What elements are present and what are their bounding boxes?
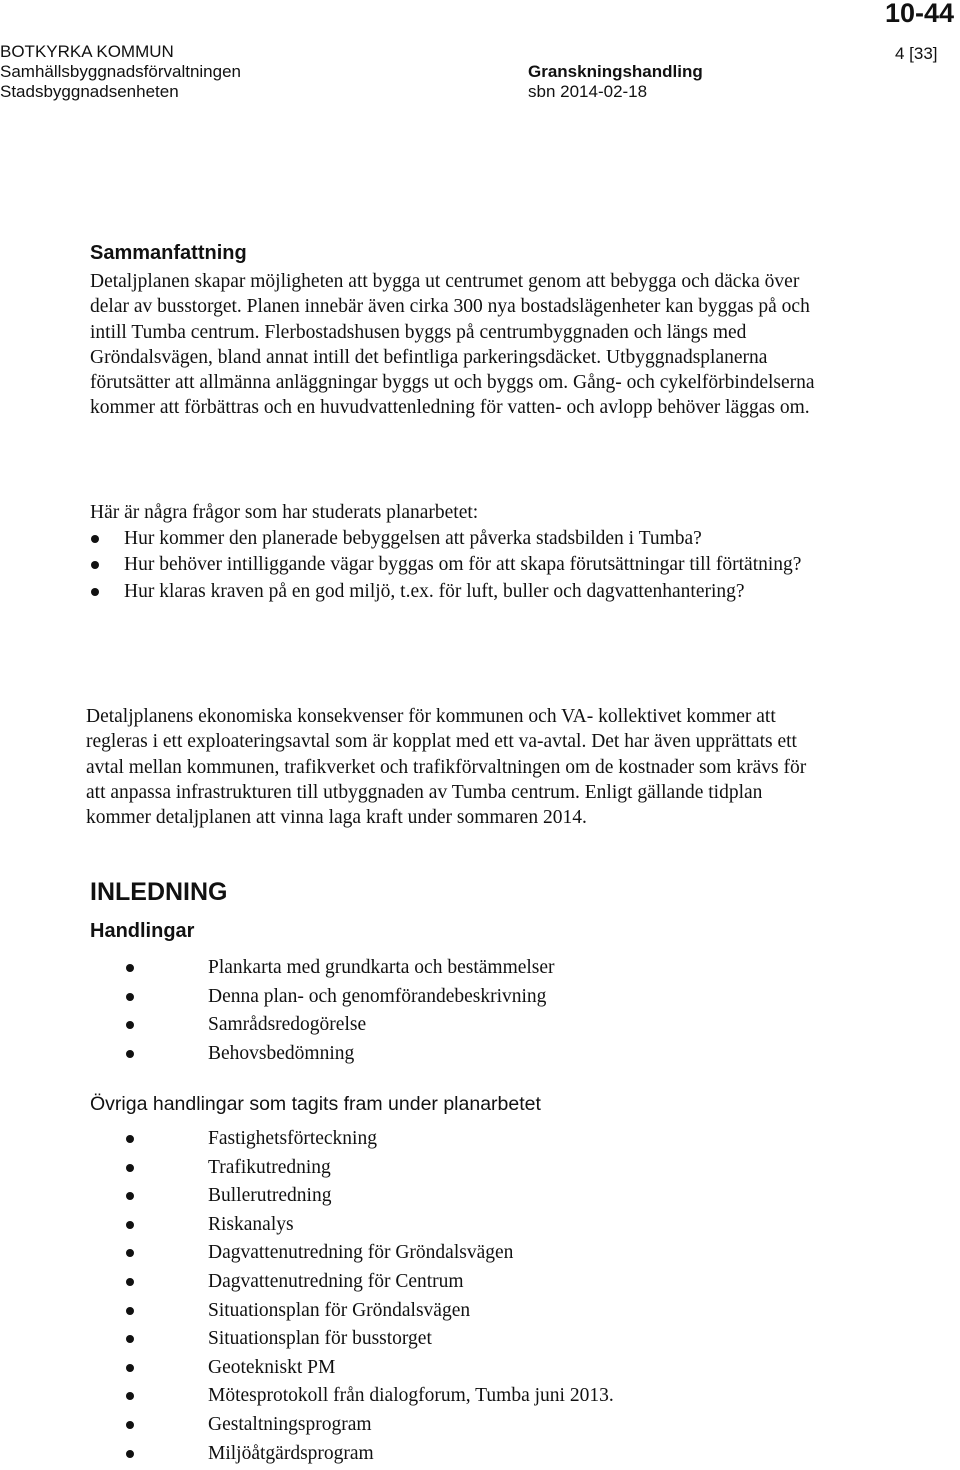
bullet-icon xyxy=(126,1050,134,1058)
other-document-item xyxy=(120,1440,820,1469)
other-document-item xyxy=(120,1211,820,1240)
bullet-icon xyxy=(126,1164,134,1172)
summary-paragraph: Detaljplanen skapar möjligheten att bygga ut centrumet genom att bebygga och däcka över delar av busstorget. Planen innebär även cirka 300 nya bostadslägenheter kan byggas på och intill Tumba centrum. Flerbostadshusen byggs på centrumbyggnaden och längs med Gröndalsvägen, bland annat intill det befintliga parkeringsdäcket. Utbyggnadsplanerna förutsätter att allmänna anläggningar byggs ut och byggs om. Gång- och cykelförbindelserna kommer att förbättras och en huvudvattenledning för vatten- och avlopp behöver läggas om. xyxy=(90,271,815,419)
bullet-icon xyxy=(126,1021,134,1029)
question-text: Hur klaras kraven på en god miljö, t.ex. för luft, buller och dagvattenhantering? xyxy=(124,580,745,602)
question-item xyxy=(90,552,850,577)
bullet-icon xyxy=(126,1221,134,1229)
bullet-icon xyxy=(126,993,134,1001)
bullet-icon xyxy=(91,561,99,569)
summary-heading: Sammanfattning xyxy=(90,242,247,264)
org-department: Samhällsbyggnadsförvaltningen xyxy=(0,62,241,81)
other-document-label: Fastighetsförteckning xyxy=(208,1128,377,1149)
bullet-icon xyxy=(126,1450,134,1458)
other-documents-heading: Övriga handlingar som tagits fram under planarbetet xyxy=(90,1093,541,1115)
other-document-item xyxy=(120,1239,820,1268)
other-documents-list xyxy=(120,1125,820,1468)
questions-list xyxy=(90,526,850,605)
question-item xyxy=(90,579,850,604)
bullet-icon xyxy=(126,1278,134,1286)
other-document-label: Mötesprotokoll från dialogforum, Tumba juni 2013. xyxy=(208,1385,614,1407)
other-document-item xyxy=(120,1182,820,1211)
org-name: BOTKYRKA KOMMUN xyxy=(0,42,174,61)
organization-block xyxy=(0,42,241,102)
document-label: Denna plan- och genomförandebeskrivning xyxy=(208,985,547,1007)
other-document-label: Situationsplan för Gröndalsvägen xyxy=(208,1299,471,1321)
other-document-item xyxy=(120,1354,820,1383)
other-document-label: Gestaltningsprogram xyxy=(208,1413,372,1435)
document-number: 10-44 xyxy=(884,0,954,28)
bullet-icon xyxy=(91,535,99,543)
bullet-icon xyxy=(91,588,99,596)
question-text: Hur kommer den planerade bebyggelsen att påverka stadsbilden i Tumba? xyxy=(124,528,702,549)
document-reference: sbn 2014-02-18 xyxy=(528,82,648,101)
document-label: Behovsbedömning xyxy=(208,1042,355,1064)
document-label: Plankarta med grundkarta och bestämmelser xyxy=(208,957,555,978)
other-document-label: Situationsplan för busstorget xyxy=(208,1328,432,1350)
bullet-icon xyxy=(126,1135,134,1143)
document-item xyxy=(120,954,820,983)
document-item xyxy=(120,1011,820,1040)
question-text: Hur behöver intilliggande vägar byggas om för att skapa förutsättningar till förtätning? xyxy=(124,554,802,576)
bullet-icon xyxy=(126,1249,134,1257)
questions-intro: Här är några frågor som har studerats planarbetet: xyxy=(90,502,479,523)
page-number: 4 [33] xyxy=(895,44,938,63)
other-document-item xyxy=(120,1325,820,1354)
other-document-label: Trafikutredning xyxy=(208,1156,331,1178)
bullet-icon xyxy=(126,964,134,972)
economics-paragraph: Detaljplanens ekonomiska konsekvenser för kommunen och VA- kollektivet kommer att regleras i ett exploateringsavtal som är kopplat med ett va-avtal. Det har även upprättats ett avtal mellan kommunen, trafikverket och trafikförvaltningen om de kostnader som krävs för att anpassa infrastrukturen till utbyggnaden av Tumba centrum. Enligt gällande tidplan kommer detaljplanen att vinna laga kraft under sommaren 2014. xyxy=(86,706,807,829)
documents-list xyxy=(120,954,820,1068)
other-document-item xyxy=(120,1154,820,1183)
other-document-item xyxy=(120,1411,820,1440)
document-item xyxy=(120,983,820,1012)
section-heading: INLEDNING xyxy=(90,878,228,906)
other-document-label: Dagvattenutredning för Centrum xyxy=(208,1270,464,1292)
bullet-icon xyxy=(126,1192,134,1200)
other-document-item xyxy=(120,1268,820,1297)
other-document-label: Miljöåtgärdsprogram xyxy=(208,1442,374,1464)
other-document-item xyxy=(120,1382,820,1411)
org-unit: Stadsbyggnadsenheten xyxy=(0,82,179,101)
document-status: Granskningshandling xyxy=(528,62,703,81)
other-document-item xyxy=(120,1297,820,1326)
documents-heading: Handlingar xyxy=(90,920,195,942)
document-status-block xyxy=(528,42,703,102)
other-document-label: Riskanalys xyxy=(208,1213,294,1235)
document-label: Samrådsredogörelse xyxy=(208,1014,367,1036)
bullet-icon xyxy=(126,1421,134,1429)
other-document-item xyxy=(120,1125,820,1154)
other-document-label: Geotekniskt PM xyxy=(208,1356,336,1378)
bullet-icon xyxy=(126,1364,134,1372)
other-document-label: Bullerutredning xyxy=(208,1185,332,1207)
document-item xyxy=(120,1040,820,1069)
bullet-icon xyxy=(126,1307,134,1315)
question-item xyxy=(90,526,850,551)
bullet-icon xyxy=(126,1392,134,1400)
other-document-label: Dagvattenutredning för Gröndalsvägen xyxy=(208,1242,514,1264)
bullet-icon xyxy=(126,1335,134,1343)
